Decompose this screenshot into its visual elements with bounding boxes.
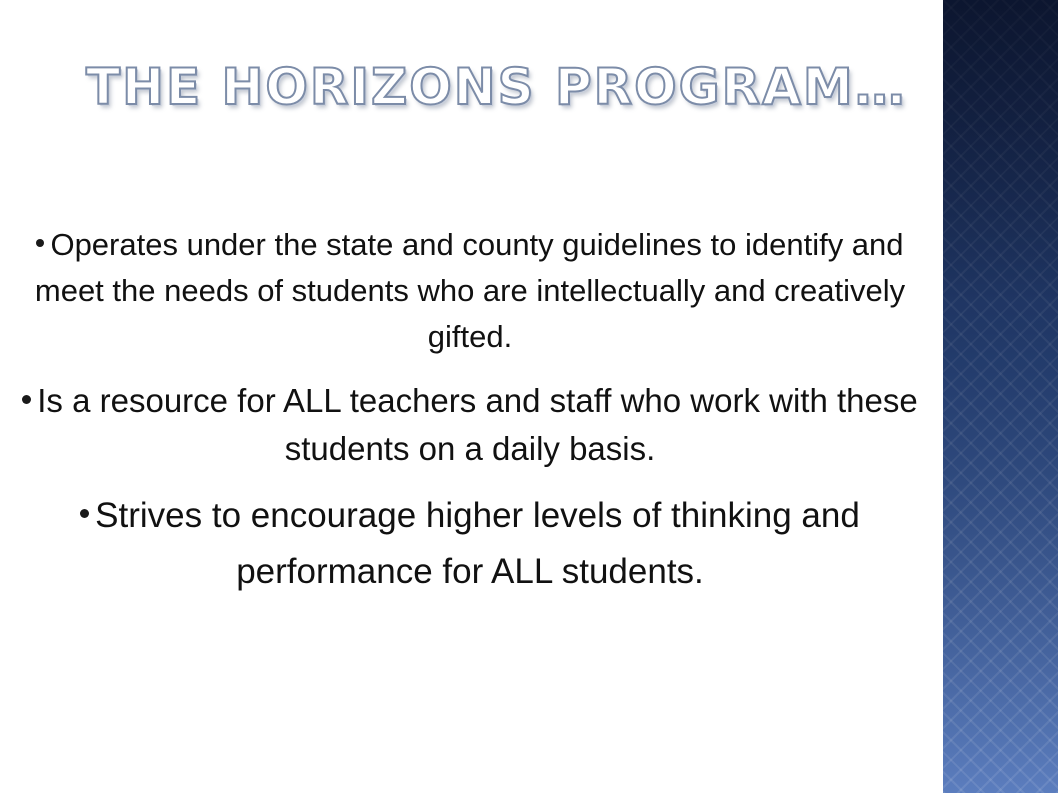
slide-title: THE HORIZONS PROGRAM… — [86, 58, 907, 116]
bullet-item — [14, 488, 926, 600]
bullet-text: Is a resource for ALL teachers and staff who work with these students on a daily basis. — [37, 382, 918, 467]
bullet-list — [14, 222, 926, 600]
bullet-item — [14, 377, 926, 473]
decorative-side-band — [943, 0, 1058, 793]
bullet-item — [14, 222, 926, 360]
bullet-dot-icon — [36, 239, 44, 247]
bullet-dot-icon — [22, 395, 31, 404]
bullet-text: Operates under the state and county guidelines to identify and meet the needs of students who are intellectually and creatively gifted. — [34, 227, 906, 354]
bullet-dot-icon — [80, 509, 89, 518]
bullet-text: Strives to encourage higher levels of thinking and performance for ALL students. — [95, 496, 860, 591]
